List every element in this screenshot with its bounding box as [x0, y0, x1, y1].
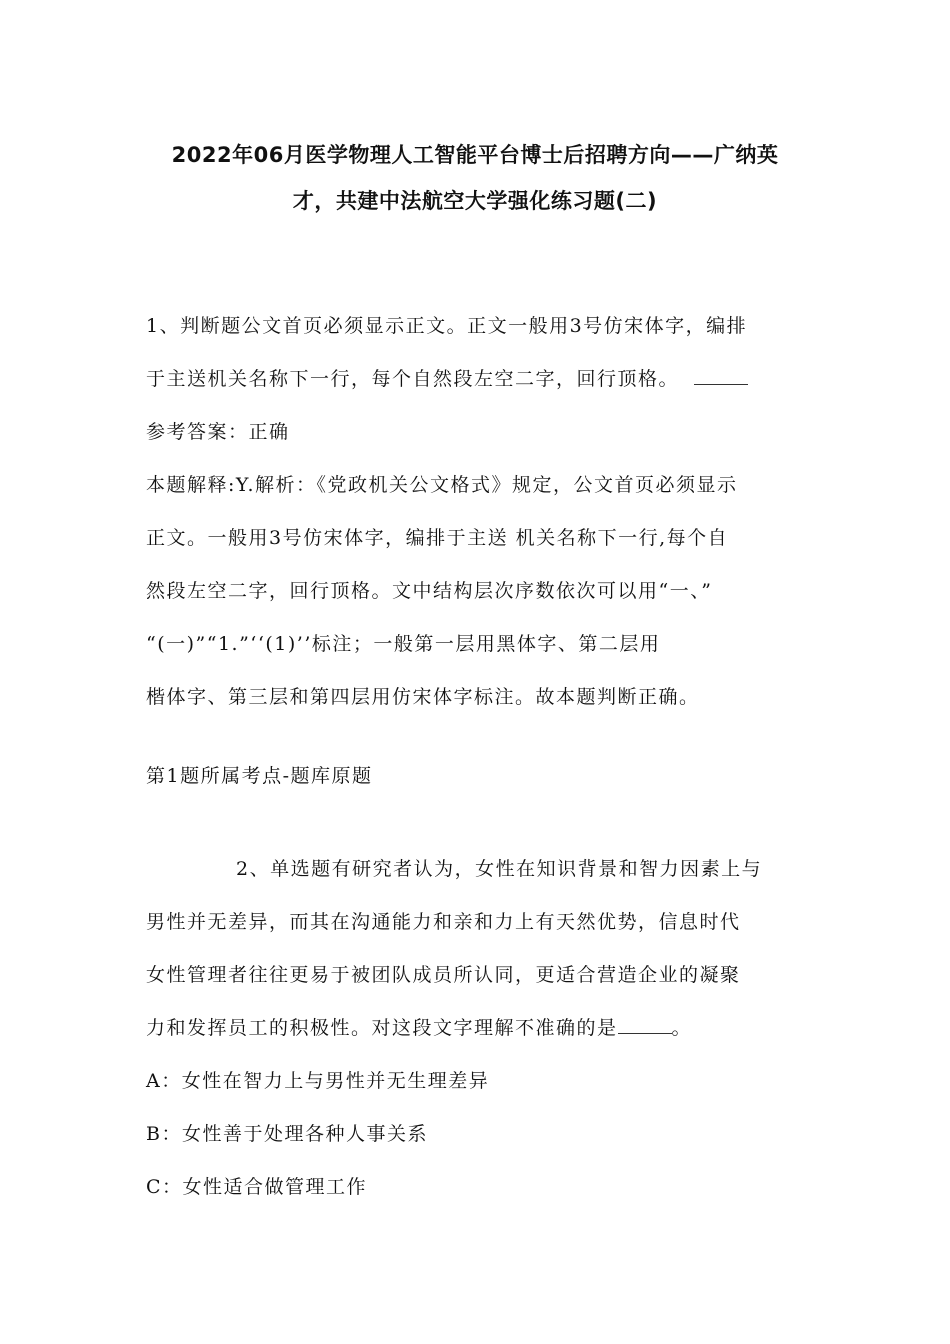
- q1-stem-line-2-text: 于主送机关名称下一行，每个自然段左空二字，回行顶格。: [146, 368, 680, 390]
- q2-stem-line-4-end: 。: [671, 1017, 693, 1039]
- q2-stem-line-4-text: 力和发挥员工的积极性。对这段文字理解不准确的是: [146, 1017, 618, 1039]
- q1-explain-line-3: 然段左空二字，回行顶格。文中结构层次序数依次可以用“一、”: [146, 580, 713, 602]
- question-2: [146, 843, 810, 1214]
- q2-stem-line-1: 2、单选题有研究者认为，女性在知识背景和智力因素上与: [236, 858, 763, 880]
- page-title: [120, 132, 830, 224]
- q1-explain-line-2: 正文。一般用3号仿宋体字，编排于主送 机关名称下一行,每个自: [146, 527, 729, 549]
- q2-stem-line-4: [146, 1002, 810, 1055]
- question-1-point: [146, 750, 810, 803]
- q1-explain-line-4: “(一)”“1.”‘‘(1)’’标注；一般第一层用黑体字、第二层用: [146, 633, 661, 655]
- q2-option-c: C：女性适合做管理工作: [146, 1176, 368, 1198]
- q2-option-a: A：女性在智力上与男性并无生理差异: [146, 1070, 490, 1092]
- q2-option-b: B：女性善于处理各种人事关系: [146, 1123, 428, 1145]
- answer-blank: [618, 1032, 672, 1034]
- q2-stem-line-2: 男性并无差异，而其在沟通能力和亲和力上有天然优势，信息时代: [146, 911, 741, 933]
- title-line-1: 2022年06月医学物理人工智能平台博士后招聘方向——广纳英: [171, 143, 779, 167]
- q1-explain-line-5: 楷体字、第三层和第四层用仿宋体字标注。故本题判断正确。: [146, 686, 700, 708]
- answer-blank: [694, 383, 748, 385]
- q1-stem-line-1: 1、判断题公文首页必须显示正文。正文一般用3号仿宋体字，编排: [146, 315, 748, 337]
- q1-answer: 参考答案：正确: [146, 421, 290, 443]
- q2-stem-line-3: 女性管理者往往更易于被团队成员所认同，更适合营造企业的凝聚: [146, 964, 741, 986]
- title-line-2: 才，共建中法航空大学强化练习题(二): [292, 189, 658, 213]
- question-1: [146, 300, 810, 724]
- q1-point: 第1题所属考点-题库原题: [146, 765, 373, 787]
- q1-explain-line-1: 本题解释:Y.解析：《党政机关公文格式》规定，公文首页必须显示: [146, 474, 738, 496]
- q1-stem-line-2: [146, 353, 810, 406]
